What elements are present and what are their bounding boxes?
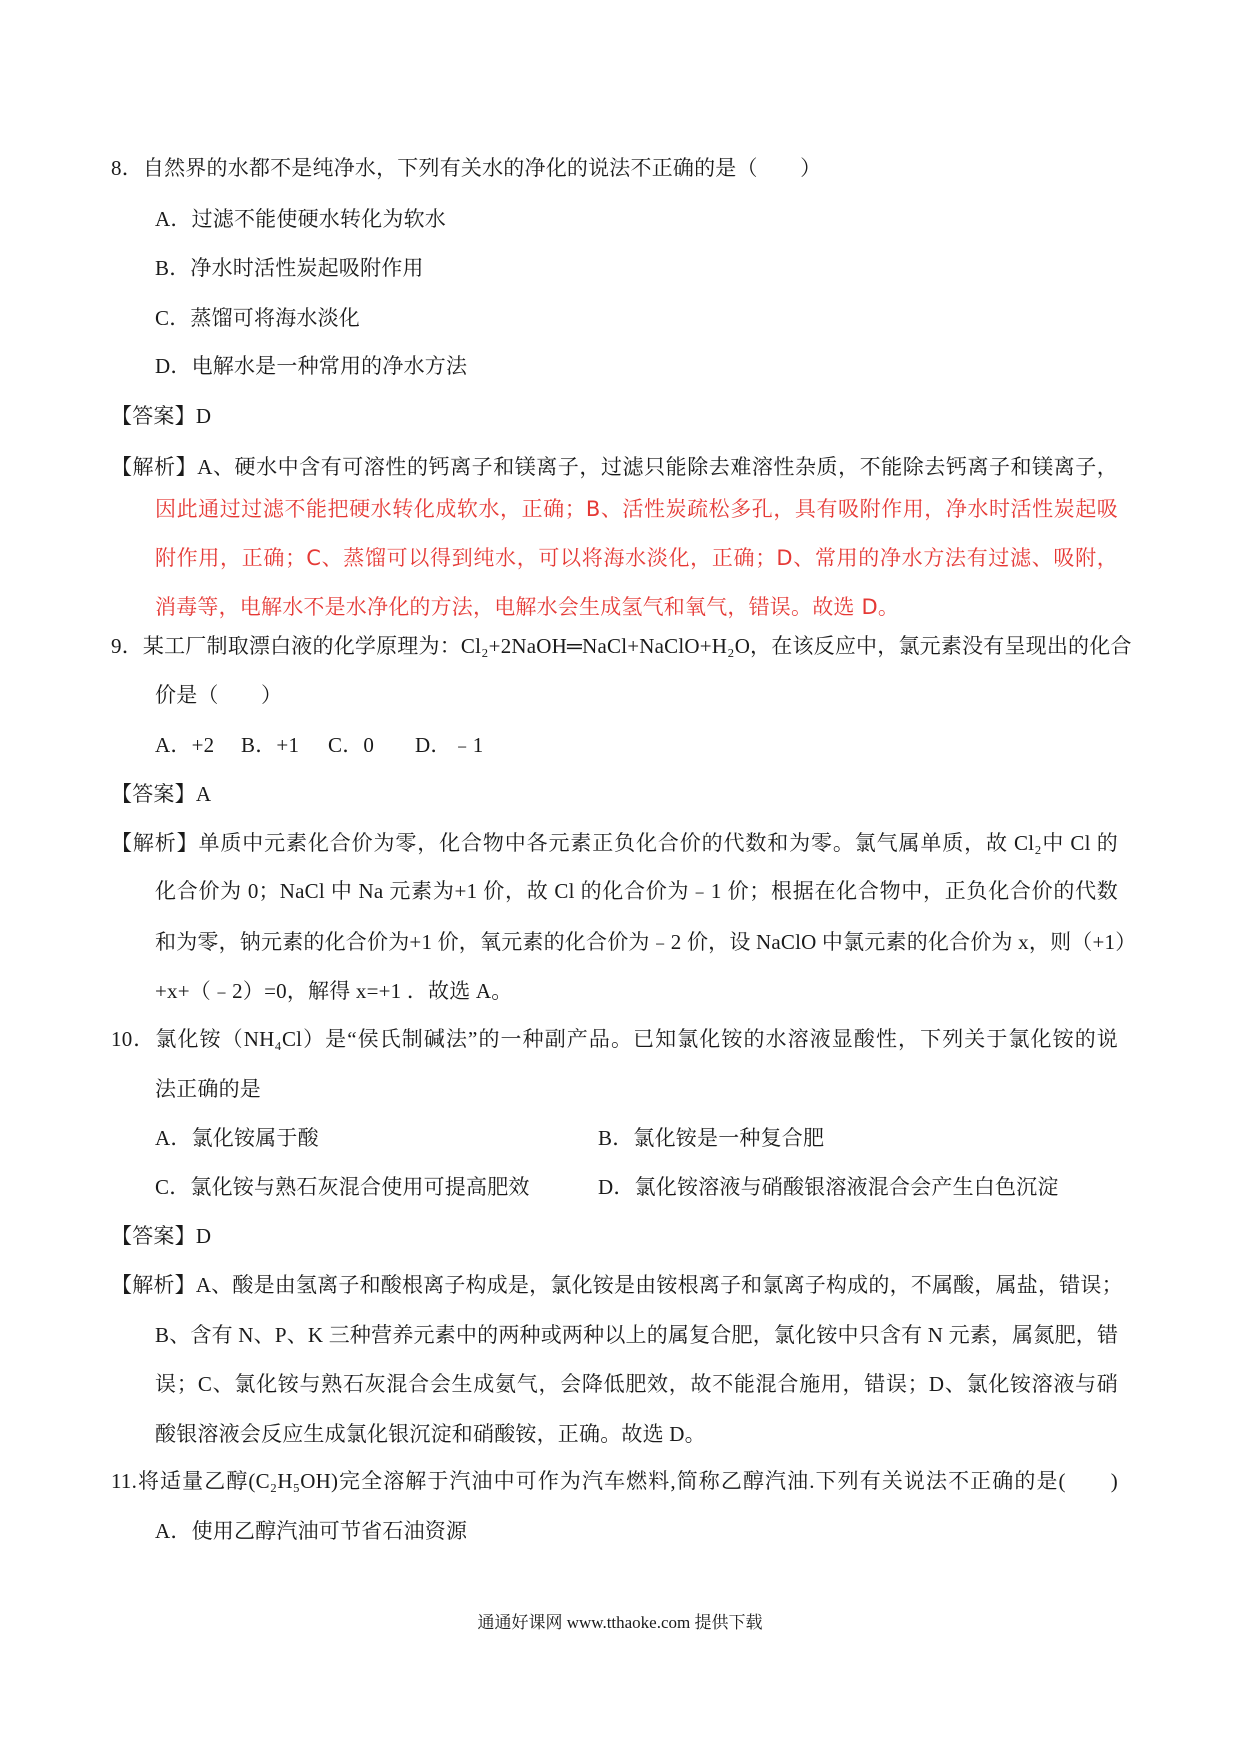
answer-label: 【答案】: [111, 404, 196, 428]
q10-option-c: C．氯化铵与熟石灰混合使用可提高肥效: [155, 1175, 530, 1199]
q9-stem-line-2: 价是（ ）: [155, 683, 283, 707]
q10-answer: [111, 1221, 211, 1251]
q8-analysis-line-1: [111, 452, 1118, 482]
analysis-text: A、酸是由氢离子和酸根离子构成是，氯化铵是由铵根离子和氯离子构成的，不属酸，属盐，错误；: [195, 1273, 1123, 1297]
q9-analysis-line-1: [111, 828, 1118, 858]
q8-stem: 8．自然界的水都不是纯净水，下列有关水的净化的说法不正确的是（ ）: [111, 156, 822, 180]
answer-value: D: [195, 404, 212, 428]
q8-option-a: A．过滤不能使硬水转化为软水: [155, 207, 446, 231]
analysis-label: 【解析】: [111, 831, 199, 855]
answer-value: D: [195, 1224, 212, 1248]
answer-label: 【答案】: [111, 782, 196, 806]
analysis-label: 【解析】: [111, 455, 198, 479]
analysis-text: 单质中元素化合价为零，化合物中各元素正负化合价的代数和为零。氯气属单质，故 Cl₂中 Cl 的: [198, 831, 1118, 855]
q8-answer: [111, 401, 211, 431]
q9-option-c: C．0: [328, 733, 375, 757]
q8-option-c: C．蒸馏可将海水淡化: [155, 306, 361, 330]
q11-stem: 11.将适量乙醇(C₂H₅OH)完全溶解于汽油中可作为汽车燃料,简称乙醇汽油.下列有关说法不正确的是( ): [111, 1469, 1118, 1493]
q8-analysis-line-3: 附作用，正确；C、蒸馏可以得到纯水，可以将海水淡化，正确；D、常用的净水方法有过滤、吸附，: [155, 546, 1118, 570]
analysis-text: A、硬水中含有可溶性的钙离子和镁离子，过滤只能除去难溶性杂质，不能除去钙离子和镁离子，: [197, 455, 1118, 479]
q8-option-b: B．净水时活性炭起吸附作用: [155, 256, 424, 280]
page-footer: 通通好课网 www.tthaoke.com 提供下载: [477, 1613, 763, 1632]
q10-option-d: D．氯化铵溶液与硝酸银溶液混合会产生白色沉淀: [598, 1175, 1059, 1199]
q10-option-b: B．氯化铵是一种复合肥: [598, 1126, 825, 1150]
answer-value: A: [195, 782, 212, 806]
q9-analysis-line-2: 化合价为 0；NaCl 中 Na 元素为+1 价，故 Cl 的化合价为﹣1 价；根据在化合物中，正负化合价的代数: [155, 879, 1118, 903]
q8-option-d: D．电解水是一种常用的净水方法: [155, 354, 468, 378]
q8-analysis-line-2: 因此通过过滤不能把硬水转化成软水，正确；B、活性炭疏松多孔，具有吸附作用，净水时活性炭起吸: [155, 497, 1118, 521]
q9-analysis-line-3: 和为零，钠元素的化合价为+1 价，氧元素的化合价为﹣2 价，设 NaClO 中氯元素的化合价为 x，则（+1）: [155, 930, 1137, 954]
q9-option-b: B．+1: [241, 733, 300, 757]
q10-analysis-line-1: [111, 1270, 1123, 1300]
q10-analysis-line-2: B、含有 N、P、K 三种营养元素中的两种或两种以上的属复合肥，氯化铵中只含有 N 元素，属氮肥，错: [155, 1323, 1119, 1347]
q10-analysis-line-3: 误；C、氯化铵与熟石灰混合会生成氨气，会降低肥效，故不能混合施用，错误；D、氯化铵溶液与硝: [155, 1372, 1118, 1396]
q10-analysis-line-4: 酸银溶液会反应生成氯化银沉淀和硝酸铵，正确。故选 D。: [155, 1422, 706, 1446]
q9-answer: [111, 779, 211, 809]
q10-option-a: A．氯化铵属于酸: [155, 1126, 319, 1150]
q9-option-a: A．+2: [155, 733, 215, 757]
q9-option-d: D．﹣1: [415, 733, 484, 757]
q9-stem-line-1: 9．某工厂制取漂白液的化学原理为：Cl₂+2NaOH═NaCl+NaClO+H₂O，在该反应中，氯元素没有呈现出的化合: [111, 634, 1132, 658]
q11-option-a: A．使用乙醇汽油可节省石油资源: [155, 1519, 468, 1543]
q10-stem-line-1: 10．氯化铵（NH₄Cl）是“侯氏制碱法”的一种副产品。已知氯化铵的水溶液显酸性，下列关于氯化铵的说: [111, 1027, 1118, 1051]
q10-stem-line-2: 法正确的是: [155, 1077, 261, 1101]
analysis-label: 【解析】: [111, 1273, 196, 1297]
q8-analysis-line-4: 消毒等，电解水不是水净化的方法，电解水会生成氢气和氧气，错误。故选 D。: [155, 595, 900, 619]
q9-analysis-line-4: +x+（﹣2）=0，解得 x=+1 ．故选 A。: [155, 979, 513, 1003]
answer-label: 【答案】: [111, 1224, 196, 1248]
